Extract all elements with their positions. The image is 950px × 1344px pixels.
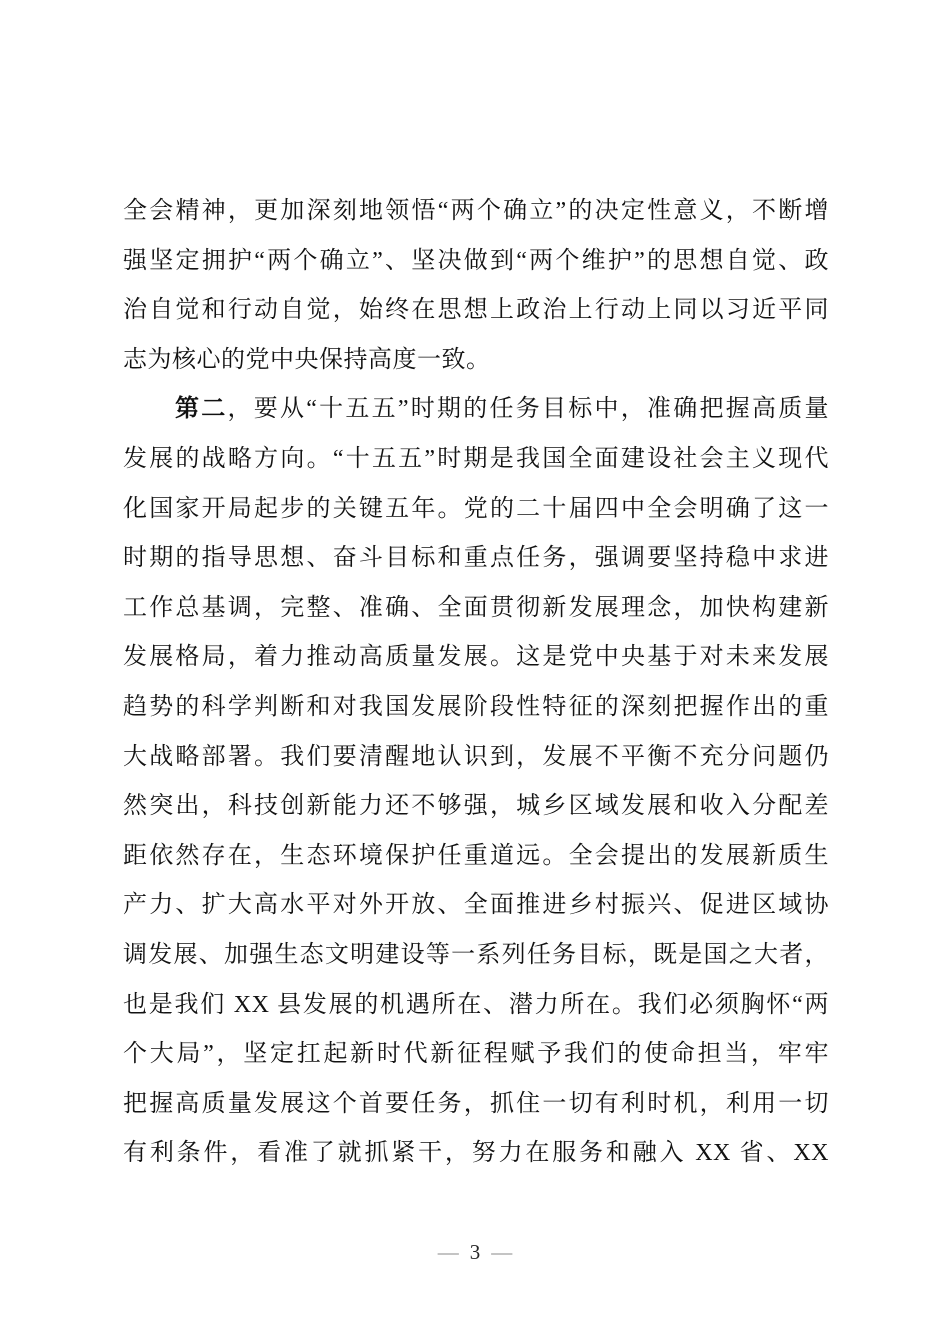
- document-body: [123, 187, 829, 1179]
- text-line: [123, 385, 829, 435]
- text-line: 治自觉和行动自觉，始终在思想上政治上行动上同以习近平同: [123, 297, 829, 324]
- text-line: 有利条件，看准了就抓紧干，努力在服务和融入 XX 省、XX: [123, 1140, 829, 1167]
- text-line: 个大局”，坚定扛起新时代新征程赋予我们的使命担当，牢牢: [123, 1041, 829, 1068]
- text-line: 调发展、加强生态文明建设等一系列任务目标，既是国之大者，: [123, 941, 829, 968]
- text-line: 志为核心的党中央保持高度一致。: [123, 346, 491, 373]
- text-line: 也是我们 XX 县发展的机遇所在、潜力所在。我们必须胸怀“两: [123, 991, 829, 1018]
- text-line: 把握高质量发展这个首要任务，抓住一切有利时机，利用一切: [123, 1090, 829, 1117]
- text-line: 化国家开局起步的关键五年。党的二十届四中全会明确了这一: [123, 495, 829, 522]
- paragraph-continuation: [123, 187, 829, 385]
- text-line: 时期的指导思想、奋斗目标和重点任务，强调要坚持稳中求进: [123, 545, 829, 572]
- text-line: 强坚定拥护“两个确立”、坚决做到“两个维护”的思想自觉、政: [123, 247, 829, 274]
- line-text: ，要从“十五五”时期的任务目标中，准确把握高质量: [227, 396, 829, 423]
- page-footer: [0, 1238, 950, 1266]
- paragraph-second-point: [123, 385, 829, 1179]
- footer-dash-left: —: [437, 1240, 459, 1264]
- text-line: 产力、扩大高水平对外开放、全面推进乡村振兴、促进区域协: [123, 892, 829, 919]
- paragraph-lead-bold: 第二: [175, 396, 228, 423]
- text-line: 然突出，科技创新能力还不够强，城乡区域发展和收入分配差: [123, 793, 829, 820]
- text-line: 发展格局，着力推动高质量发展。这是党中央基于对未来发展: [123, 644, 829, 671]
- text-line: 距依然存在，生态环境保护任重道远。全会提出的发展新质生: [123, 842, 829, 869]
- text-line: 全会精神，更加深刻地领悟“两个确立”的决定性意义，不断增: [123, 198, 829, 224]
- text-line: 发展的战略方向。“十五五”时期是我国全面建设社会主义现代: [123, 445, 829, 472]
- text-line: 趋势的科学判断和对我国发展阶段性特征的深刻把握作出的重: [123, 693, 829, 720]
- text-line: 大战略部署。我们要清醒地认识到，发展不平衡不充分问题仍: [123, 743, 829, 770]
- page-number: 3: [469, 1240, 481, 1264]
- footer-dash-right: —: [491, 1240, 513, 1264]
- text-line: 工作总基调，完整、准确、全面贯彻新发展理念，加快构建新: [123, 594, 829, 621]
